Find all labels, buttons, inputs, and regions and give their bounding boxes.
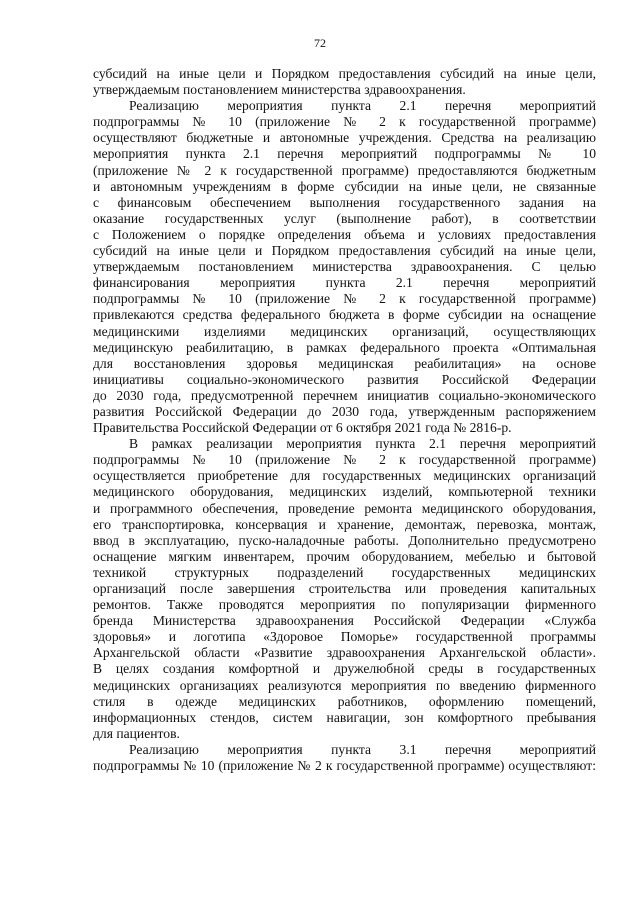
- text-line: инициативы социально-экономического развития Российской Федерации: [93, 371, 596, 387]
- text-line: информационных стендов, систем навигации, зон комфортного пребывания: [93, 709, 596, 725]
- text-line: мероприятия пункта 2.1 перечня мероприятий подпрограммы № 10: [93, 146, 596, 162]
- text-line: субсидий на иные цели и Порядком предоставления субсидий на иные цели,: [93, 66, 596, 81]
- text-line: оснащение мягким инвентарем, прочим оборудованием, мебелью и бытовой: [93, 548, 596, 564]
- text-line: с финансовым обеспечением выполнения государственного задания на: [93, 194, 596, 210]
- text-line: привлекаются средства федерального бюджета в форме субсидии на оснащение: [93, 307, 596, 323]
- text-line: организаций после завершения строительства или проведения капитальных: [93, 581, 596, 596]
- text-line: осуществляют бюджетные и автономные учреждения. Средства на реализацию: [93, 130, 596, 146]
- document-body: [93, 66, 596, 774]
- text-line: оказание государственных услуг (выполнение работ), в соответствии: [93, 210, 596, 226]
- text-line: техникой структурных подразделений государственных медицинских: [93, 564, 596, 580]
- text-line: утверждаемым постановлением министерства здравоохранения.: [93, 82, 466, 98]
- text-line: В целях создания комфортной и дружелюбной среды в государственных: [93, 661, 596, 677]
- text-line: осуществляется приобретение для государственных медицинских организаций: [93, 468, 596, 484]
- text-line: Реализацию мероприятия пункта 2.1 перечня мероприятий: [129, 98, 596, 114]
- text-line: здоровья» и логотипа «Здоровое Поморье» государственной программы: [93, 629, 596, 645]
- text-line: Реализацию мероприятия пункта 3.1 перечня мероприятий: [129, 741, 596, 757]
- text-line: с Положением о порядке определения объема и условиях предоставления: [93, 226, 596, 242]
- text-line: развития Российской Федерации до 2030 года, утвержденным распоряжением: [93, 403, 596, 419]
- text-line: медицинского оборудования, медицинских изделий, компьютерной техники: [93, 484, 596, 500]
- text-line: для восстановления здоровья медицинская реабилитация» на основе: [93, 355, 596, 371]
- text-line: бренда Министерства здравоохранения Российской Федерации «Служба: [93, 613, 596, 629]
- text-line: ввод в эксплуатацию, пуско-наладочные работы. Дополнительно предусмотрено: [93, 532, 596, 548]
- text-line: субсидий на иные цели и Порядком предоставления субсидий на иные цели,: [93, 243, 596, 259]
- text-line: В рамках реализации мероприятия пункта 2.1 перечня мероприятий: [129, 436, 596, 452]
- text-line: подпрограммы № 10 (приложение № 2 к государственной программе): [93, 291, 596, 307]
- text-line: утверждаемым постановлением министерства здравоохранения. С целью: [93, 259, 596, 275]
- text-line: подпрограммы № 10 (приложение № 2 к государственной программе) осуществляют:: [93, 758, 596, 774]
- text-line: (приложение № 2 к государственной программе) предоставляются бюджетным: [93, 162, 596, 178]
- text-line: до 2030 года, предусмотренной перечнем инициатив социально-экономического: [93, 387, 596, 403]
- page-number: 72: [314, 36, 326, 50]
- text-line: подпрограммы № 10 (приложение № 2 к государственной программе): [93, 114, 596, 130]
- text-line: подпрограммы № 10 (приложение № 2 к государственной программе): [93, 452, 596, 468]
- text-line: стиля в одежде медицинских работников, оформлению помещений,: [93, 693, 596, 709]
- text-line: и автономным учреждениям в форме субсидии на иные цели, не связанные: [93, 178, 596, 194]
- text-line: медицинскими изделиями медицинских организаций, осуществляющих: [93, 323, 596, 339]
- text-line: Правительства Российской Федерации от 6 октября 2021 года № 2816-р.: [93, 420, 512, 436]
- text-line: медицинскую реабилитацию, в рамках федерального проекта «Оптимальная: [93, 339, 596, 355]
- text-line: ремонтов. Также проводятся мероприятия по популяризации фирменного: [93, 597, 596, 613]
- text-line: и программного обеспечения, проведение ремонта медицинского оборудования,: [93, 500, 596, 516]
- text-line: его транспортировка, консервация и хранение, демонтаж, перевозка, монтаж,: [93, 516, 596, 532]
- text-line: медицинских организациях реализуются мероприятия по введению фирменного: [93, 677, 596, 693]
- text-line: для пациентов.: [93, 725, 180, 741]
- text-line: Архангельской области «Развитие здравоохранения Архангельской области».: [93, 645, 596, 661]
- text-line: финансирования мероприятия пункта 2.1 перечня мероприятий: [93, 275, 596, 291]
